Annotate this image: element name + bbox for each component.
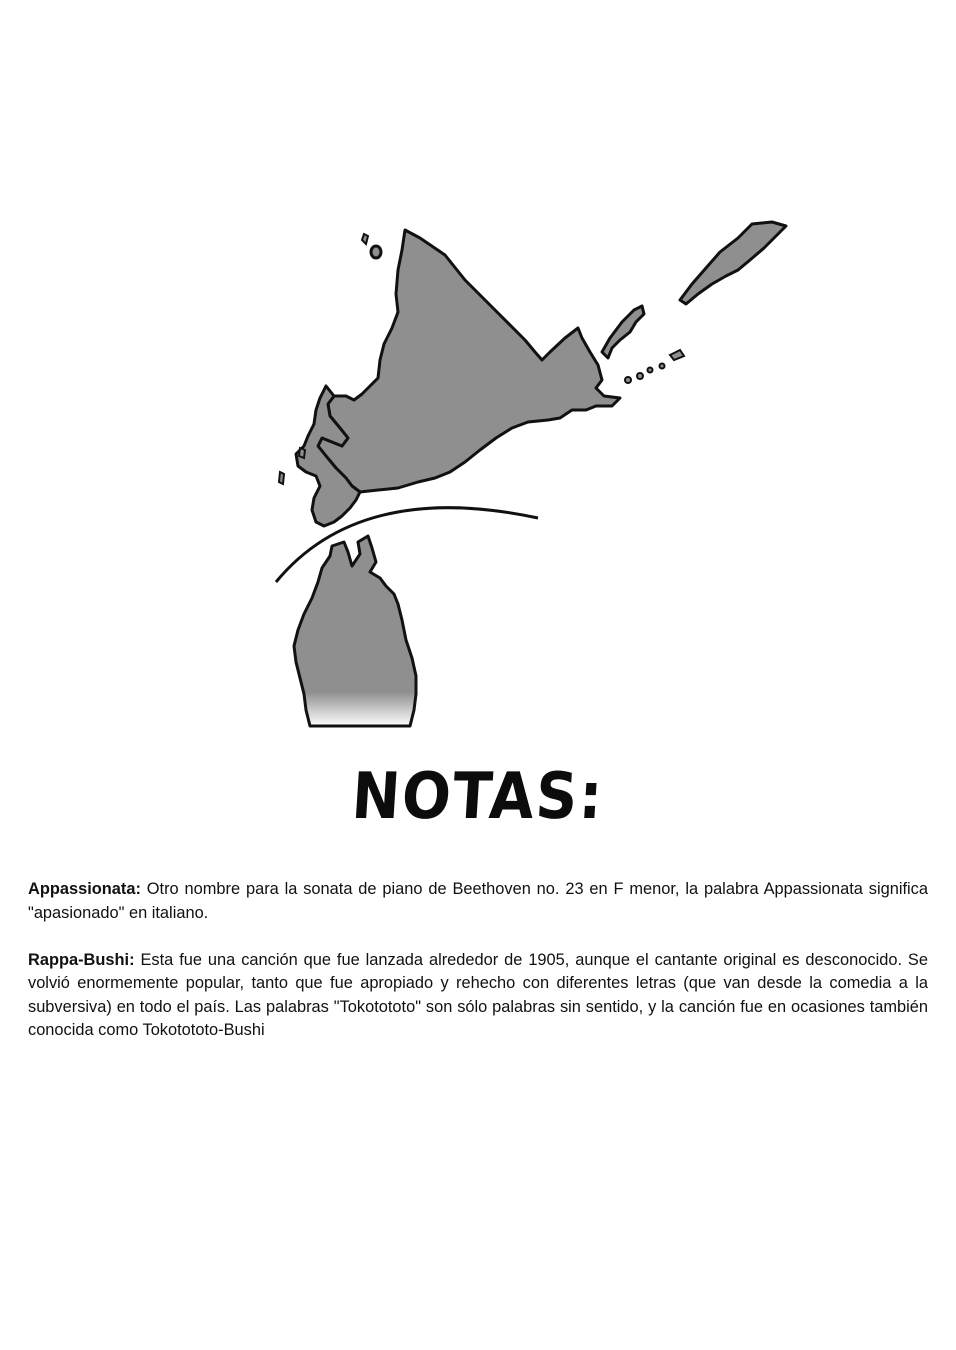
honshu-tohoku xyxy=(294,536,416,726)
note-item xyxy=(28,878,928,925)
note-term: Rappa-Bushi: xyxy=(28,950,135,969)
okushiri-island xyxy=(279,472,284,484)
hokkaido-island xyxy=(318,230,620,492)
notes-title: NOTAS: xyxy=(349,760,607,834)
kuril-island-2 xyxy=(680,222,786,304)
note-text: Otro nombre para la sonata de piano de Beethoven no. 23 en F menor, la palabra Appassionata significa "apasionado" en italiano. xyxy=(28,880,928,922)
kuril-islet-1 xyxy=(625,377,631,383)
note-item xyxy=(28,949,928,1043)
note-term: Appassionata: xyxy=(28,880,141,898)
notes-list xyxy=(28,878,928,1066)
note-text: Esta fue una canción que fue lanzada alrededor de 1905, aunque el cantante original es desconocido. Se volvió enormemente popular, tanto que fue apropiado y rehecho con diferentes letras (que van desde la comedia a la subversiva) en todo el país. Las palabras "Tokotototo" son sólo palabras sin sentido, y la canción fue en ocasiones también conocida como Tokotototo-Bushi xyxy=(28,950,928,1039)
rishiri-island xyxy=(371,246,381,258)
map-illustration xyxy=(260,210,800,730)
rebun-island xyxy=(362,234,368,244)
kuril-island-1 xyxy=(602,306,644,358)
small-west-island xyxy=(299,448,305,458)
japan-north-map-icon xyxy=(260,210,800,730)
notes-heading xyxy=(0,760,956,834)
kuril-islet-3 xyxy=(648,368,653,373)
kuril-island-3 xyxy=(670,350,684,360)
kuril-islet-2 xyxy=(637,373,643,379)
kuril-islet-4 xyxy=(660,364,665,369)
